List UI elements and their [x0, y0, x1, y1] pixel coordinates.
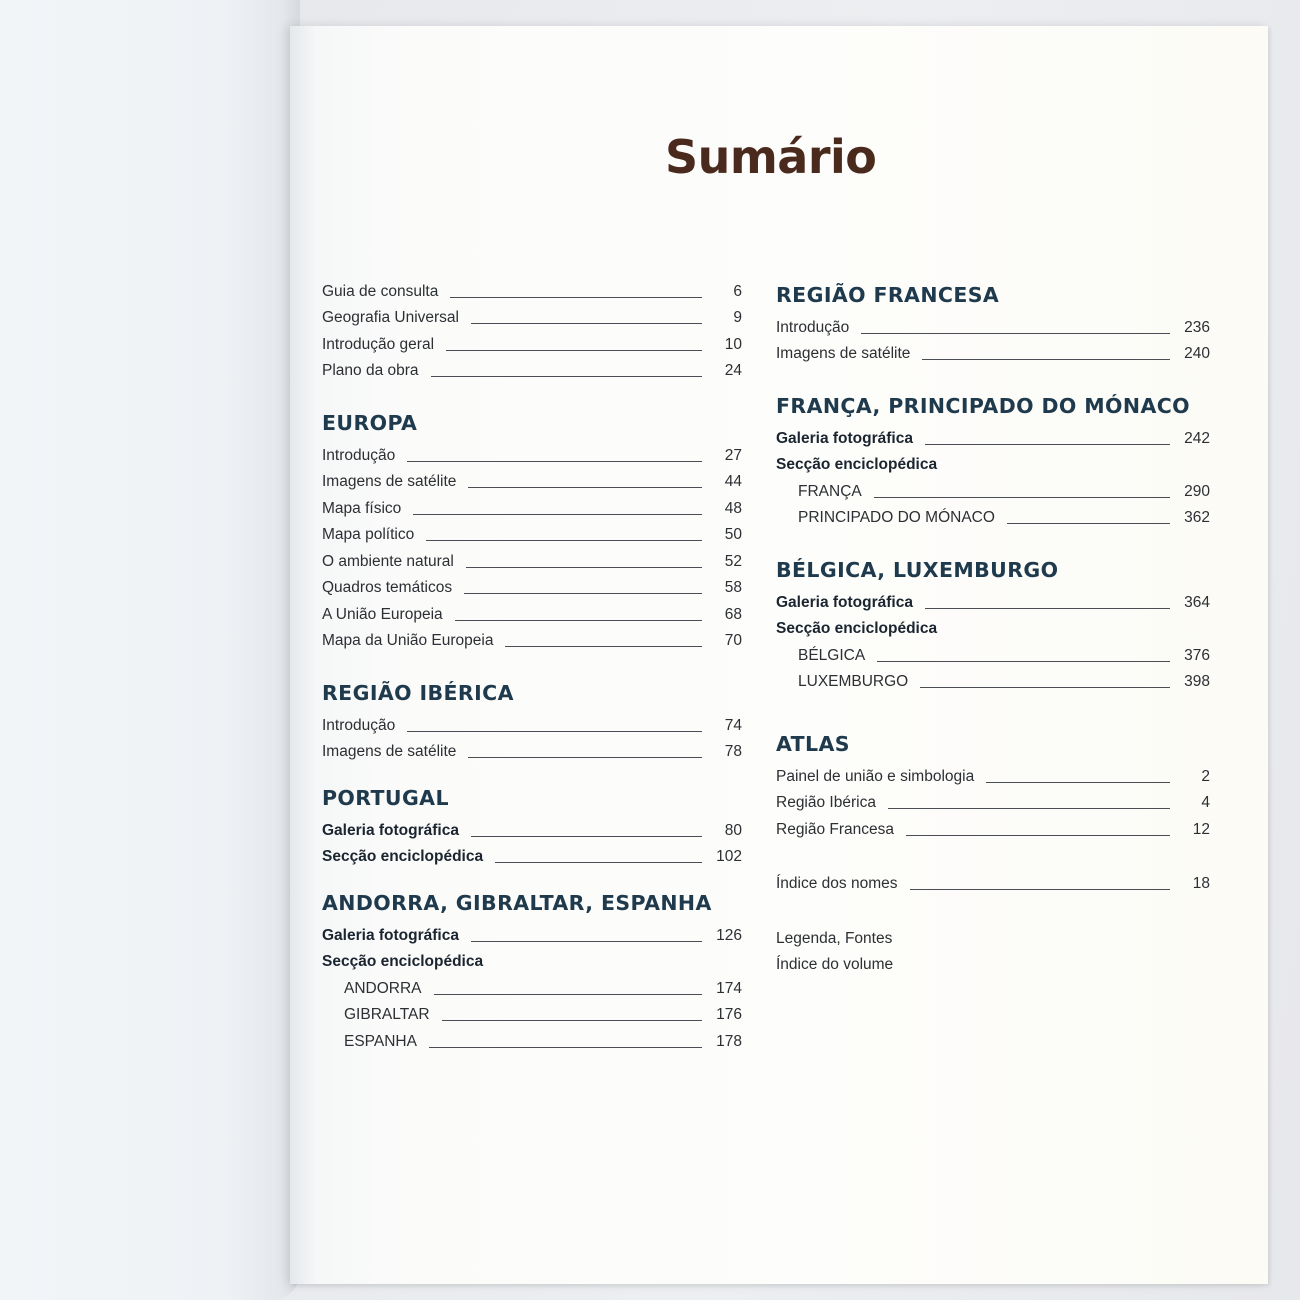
toc-entry[interactable]: A União Europeia 68	[322, 605, 742, 623]
toc-entry[interactable]: Índice do volume	[776, 956, 894, 973]
toc-entry[interactable]: LUXEMBURGO 398	[798, 673, 1210, 690]
page-number: 18	[1192, 875, 1210, 892]
toc-subheading: Secção enciclopédica	[776, 456, 938, 473]
dotted-leader	[906, 835, 1170, 836]
toc-entry[interactable]: BÉLGICA 376	[798, 646, 1210, 664]
toc-entry[interactable]: Imagens de satélite 44	[322, 473, 742, 490]
toc-entry[interactable]: Painel de união e simbologia 2	[776, 767, 1210, 785]
dotted-leader	[495, 862, 702, 863]
page-number: 70	[724, 632, 742, 649]
toc-entry[interactable]: PRINCIPADO DO MÓNACO 362	[798, 509, 1210, 526]
page-number: 176	[716, 1006, 742, 1023]
previous-page-edge	[0, 0, 300, 1300]
dotted-leader	[429, 1047, 702, 1048]
dotted-leader	[920, 687, 1170, 688]
toc-entry[interactable]: Galeria fotográfica 242	[776, 429, 1210, 447]
page-number: 74	[724, 716, 742, 734]
toc-entry[interactable]: Imagens de satélite 78	[322, 743, 742, 760]
dotted-leader	[888, 808, 1170, 809]
page-title: Sumário	[665, 130, 877, 184]
toc-entry[interactable]: Região Francesa 12	[776, 820, 1210, 838]
page-number: 78	[724, 743, 742, 760]
dotted-leader	[455, 620, 702, 621]
page-number: 376	[1184, 646, 1210, 664]
page-number: 126	[716, 926, 742, 944]
page-number: 362	[1184, 509, 1210, 526]
dotted-leader	[861, 333, 1170, 334]
page-number: 2	[1201, 767, 1210, 785]
dotted-leader	[464, 593, 702, 594]
toc-entry[interactable]: Introdução geral 10	[322, 335, 742, 353]
toc-entry[interactable]: Introdução 27	[322, 446, 742, 464]
toc-entry[interactable]: Imagens de satélite 240	[776, 345, 1210, 362]
page-number: 290	[1184, 482, 1210, 500]
section-heading-europa: EUROPA	[322, 411, 418, 435]
toc-entry[interactable]: Mapa político 50	[322, 526, 742, 543]
page-number: 50	[724, 526, 742, 543]
dotted-leader	[877, 661, 1170, 662]
page-number: 6	[733, 282, 742, 300]
toc-subheading: Secção enciclopédica	[322, 953, 484, 970]
page-number: 58	[724, 579, 742, 596]
toc-entry[interactable]: Região Ibérica 4	[776, 794, 1210, 811]
toc-entry[interactable]: GIBRALTAR 176	[344, 1006, 742, 1023]
page-number: 398	[1184, 673, 1210, 690]
dotted-leader	[922, 359, 1170, 360]
toc-entry[interactable]: Geografia Universal 9	[322, 309, 742, 326]
page-number: 52	[724, 552, 742, 570]
dotted-leader	[505, 646, 702, 647]
dotted-leader	[450, 297, 702, 298]
toc-entry[interactable]: Quadros temáticos 58	[322, 579, 742, 596]
toc-entry[interactable]: Mapa físico 48	[322, 499, 742, 517]
toc-entry[interactable]: Galeria fotográfica 80	[322, 821, 742, 839]
page-number: 10	[724, 335, 742, 353]
page-number: 48	[724, 499, 742, 517]
page-number: 242	[1184, 429, 1210, 447]
page-number: 236	[1184, 318, 1210, 336]
dotted-leader	[431, 376, 702, 377]
dotted-leader	[874, 497, 1170, 498]
toc-entry[interactable]: Introdução 236	[776, 318, 1210, 336]
dotted-leader	[986, 782, 1170, 783]
toc-entry[interactable]: Plano da obra 24	[322, 362, 742, 379]
dotted-leader	[471, 836, 702, 837]
page-number: 12	[1192, 820, 1210, 838]
page-number: 80	[724, 821, 742, 839]
page-number: 174	[716, 979, 742, 997]
dotted-leader	[407, 731, 702, 732]
dotted-leader	[413, 514, 702, 515]
toc-entry[interactable]: O ambiente natural 52	[322, 552, 742, 570]
toc-page	[290, 26, 1268, 1284]
dotted-leader	[925, 608, 1170, 609]
page-number: 102	[716, 848, 742, 865]
toc-entry[interactable]: Índice dos nomes 18	[776, 875, 1210, 892]
dotted-leader	[446, 350, 702, 351]
dotted-leader	[468, 487, 702, 488]
dotted-leader	[471, 941, 702, 942]
toc-entry[interactable]: Introdução 74	[322, 716, 742, 734]
page-number: 9	[733, 309, 742, 326]
toc-entry[interactable]: Secção enciclopédica 102	[322, 848, 742, 865]
section-heading-portugal: PORTUGAL	[322, 786, 449, 810]
page-number: 24	[724, 362, 742, 379]
dotted-leader	[407, 461, 702, 462]
page-number: 240	[1184, 345, 1210, 362]
dotted-leader	[466, 567, 702, 568]
dotted-leader	[468, 757, 702, 758]
section-heading-franca-monaco: FRANÇA, PRINCIPADO DO MÓNACO	[776, 394, 1190, 418]
toc-entry[interactable]: Guia de consulta 6	[322, 282, 742, 300]
page-number: 44	[724, 473, 742, 490]
section-heading-atlas: ATLAS	[776, 732, 850, 756]
toc-entry[interactable]: Galeria fotográfica 364	[776, 593, 1210, 611]
toc-entry[interactable]: Galeria fotográfica 126	[322, 926, 742, 944]
toc-entry[interactable]: FRANÇA 290	[798, 482, 1210, 500]
dotted-leader	[910, 889, 1171, 890]
dotted-leader	[925, 444, 1170, 445]
toc-entry[interactable]: ANDORRA 174	[344, 979, 742, 997]
toc-entry[interactable]: ESPANHA 178	[344, 1032, 742, 1050]
dotted-leader	[442, 1020, 702, 1021]
section-heading-regiao-iberica: REGIÃO IBÉRICA	[322, 681, 514, 705]
page-number: 364	[1184, 593, 1210, 611]
dotted-leader	[426, 540, 702, 541]
dotted-leader	[1007, 523, 1170, 524]
dotted-leader	[434, 994, 702, 995]
section-heading-belgica-luxemburgo: BÉLGICA, LUXEMBURGO	[776, 558, 1059, 582]
toc-right-column	[776, 280, 1210, 974]
section-heading-regiao-francesa: REGIÃO FRANCESA	[776, 283, 1000, 307]
page-number: 27	[724, 446, 742, 464]
toc-left-column	[322, 274, 742, 1051]
toc-entry[interactable]: Mapa da União Europeia 70	[322, 632, 742, 649]
page-number: 68	[724, 605, 742, 623]
section-heading-andorra-gibraltar-espanha: ANDORRA, GIBRALTAR, ESPANHA	[322, 891, 712, 915]
dotted-leader	[471, 323, 702, 324]
toc-entry[interactable]: Legenda, Fontes	[776, 929, 893, 947]
toc-subheading: Secção enciclopédica	[776, 620, 938, 637]
page-number: 4	[1201, 794, 1210, 811]
page-number: 178	[716, 1032, 742, 1050]
